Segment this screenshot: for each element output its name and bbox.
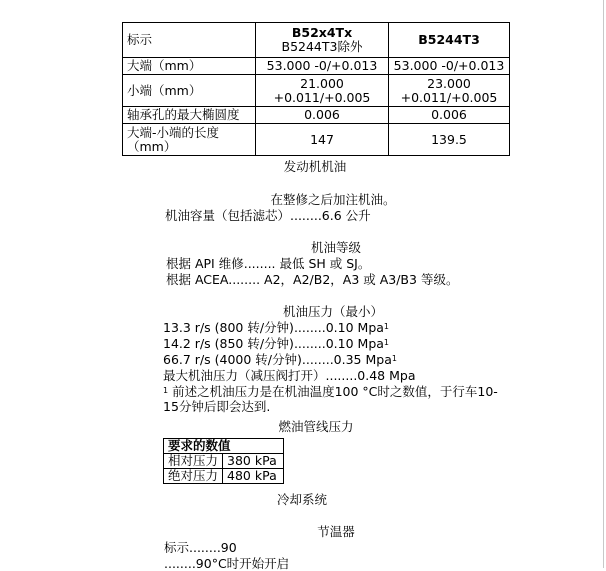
row-col1: 21.000 +0.011/+0.005 bbox=[256, 75, 389, 107]
thermostat-marking: 标示........90 bbox=[164, 540, 237, 555]
row-col1: 53.000 -0/+0.013 bbox=[256, 58, 389, 75]
oil-grade-acea: 根据 ACEA........ A2，A2/B2，A3 或 A3/B3 等级。 bbox=[166, 272, 459, 287]
oil-pressure-line: 66.7 r/s (4000 转/分钟)........0.35 Mpa$^1$ bbox=[163, 352, 397, 367]
header-col1-cell bbox=[256, 23, 389, 58]
table-row bbox=[123, 124, 510, 156]
row-value: 380 kPa bbox=[223, 454, 284, 469]
row-col1: 147 bbox=[256, 124, 389, 156]
header-label-cell: 标示 bbox=[123, 23, 256, 58]
row-value: 480 kPa bbox=[223, 469, 284, 484]
table-header-row bbox=[123, 23, 510, 58]
row-label: 轴承孔的最大椭圆度 bbox=[123, 107, 256, 124]
oil-pressure-heading: 机油压力（最小） bbox=[282, 304, 384, 319]
row-label: 小端（mm） bbox=[123, 75, 256, 107]
connecting-rod-spec-table bbox=[122, 22, 510, 156]
row-label: 大端-小端的长度 （mm） bbox=[123, 124, 256, 156]
table-header-row bbox=[164, 439, 284, 454]
engine-oil-heading: 发动机机油 bbox=[283, 159, 347, 174]
row-col1: 0.006 bbox=[256, 107, 389, 124]
table-row bbox=[123, 75, 510, 107]
oil-grade-api: 根据 API 维修........ 最低 SH 或 SJ。 bbox=[166, 256, 371, 271]
row-col2: 53.000 -0/+0.013 bbox=[389, 58, 510, 75]
fuel-pressure-heading: 燃油管线压力 bbox=[278, 419, 354, 434]
cooling-system-heading: 冷却系统 bbox=[276, 492, 328, 507]
row-label: 大端（mm） bbox=[123, 58, 256, 75]
refill-heading: 在整修之后加注机油。 bbox=[270, 192, 396, 207]
oil-grade-heading: 机油等级 bbox=[310, 240, 362, 255]
required-values-header: 要求的数值 bbox=[164, 439, 284, 454]
row-label: 相对压力 bbox=[164, 454, 223, 469]
thermostat-heading: 节温器 bbox=[317, 524, 355, 539]
header-col1-model: B52x4Tx bbox=[291, 25, 353, 40]
table-row bbox=[164, 454, 284, 469]
oil-pressure-line: 13.3 r/s (800 转/分钟)........0.10 Mpa$^1$ bbox=[163, 320, 390, 335]
table-row bbox=[164, 469, 284, 484]
row-col2: 0.006 bbox=[389, 107, 510, 124]
oil-capacity: 机油容量（包括滤芯）........6.6 公升 bbox=[165, 208, 371, 223]
oil-pressure-line: 14.2 r/s (850 转/分钟)........0.10 Mpa$^1$ bbox=[163, 336, 390, 351]
header-col2-cell: B5244T3 bbox=[389, 23, 510, 58]
row-label: 绝对压力 bbox=[164, 469, 223, 484]
fuel-pressure-table bbox=[163, 438, 284, 484]
row-col2: 139.5 bbox=[389, 124, 510, 156]
header-col1-exception: B5244T3除外 bbox=[281, 39, 363, 54]
max-oil-pressure: 最大机油压力（减压阀打开）........0.48 Mpa bbox=[163, 368, 416, 383]
page-border-line bbox=[603, 0, 604, 568]
row-col2: 23.000 +0.011/+0.005 bbox=[389, 75, 510, 107]
thermostat-opening: ........90°C时开始开启 bbox=[164, 556, 290, 571]
oil-pressure-footnote: $^1$ 前述之机油压力是在机油温度100 °C时之数值，于行车10-15分钟后即会达到. bbox=[163, 384, 498, 414]
table-row bbox=[123, 58, 510, 75]
table-row bbox=[123, 107, 510, 124]
